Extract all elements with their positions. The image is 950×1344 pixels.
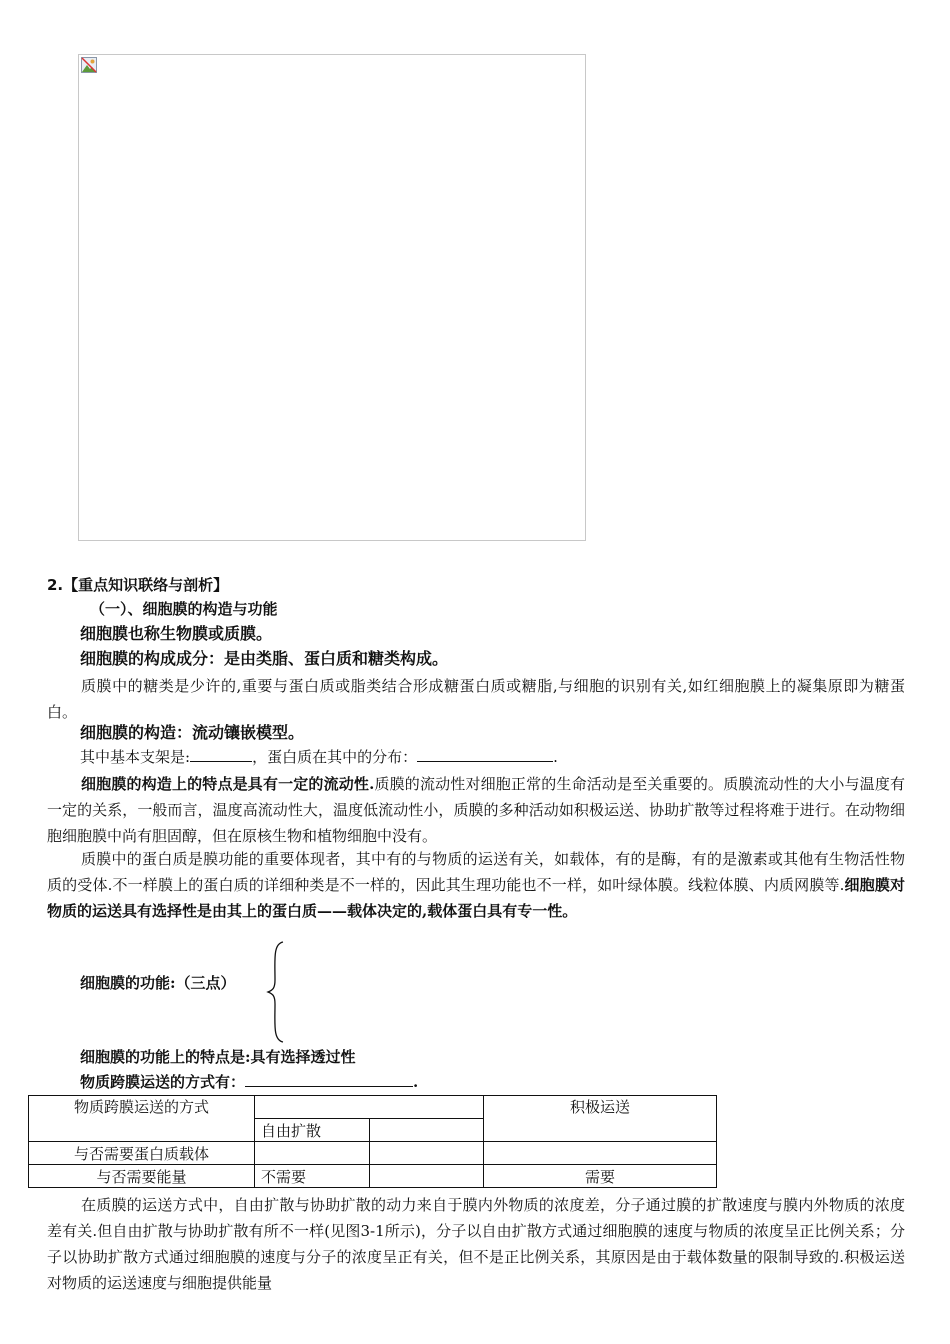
- fluidity-text: 质膜的流动性对细胞正常的生命活动是至关重要的。质膜流动性的大小与温度有一定的关系，一般而言，温度高流动性大，温度低流动性小，质膜的多种活动如积极运送、协助扩散等过程将难于进行。在动物细胞细胞膜中尚有胆固醇，但在原核生物和植物细胞中没有。: [47, 775, 905, 845]
- table-cell: [484, 1142, 717, 1165]
- broken-image-icon: [81, 57, 97, 73]
- protein-bold: 细胞膜对物质的运送具有选择性是由其上的蛋白质——载体决定的,载体蛋白具有专一性。: [47, 876, 905, 920]
- table-cell: 自由扩散: [255, 1119, 370, 1142]
- transport-fill-line: [80, 1071, 418, 1093]
- section-number: 2.【重点知识联络与剖析】: [47, 576, 229, 594]
- membrane-structure-line: 细胞膜的构造：流动镶嵌模型。: [80, 723, 305, 742]
- subsection-heading: （一）、细胞膜的构造与功能: [90, 600, 278, 618]
- transport-prefix: 物质跨膜运送的方式有：: [80, 1073, 246, 1091]
- table-cell: 积极运送: [484, 1096, 717, 1142]
- diffusion-text: 在质膜的运送方式中，自由扩散与协助扩散的动力来自于膜内外物质的浓度差，分子通过膜的扩散速度与膜内外物质的浓度差有关.但自由扩散与协助扩散有所不一样(见图3-1所示)，分子以自由扩散方式通过细胞膜的速度与物质的浓度呈正比例关系；分子以协助扩散方式通过细胞膜的速度与分子的浓度呈正有关，但不是正比例关系，其原因是由于载体数量的限制导致的.积极运送对物质的运送速度与细胞提供能量: [47, 1196, 905, 1292]
- table-cell: 与否需要蛋白质载体: [29, 1142, 255, 1165]
- table-cell: [370, 1142, 484, 1165]
- diffusion-paragraph: [47, 1192, 905, 1296]
- sugar-paragraph: [47, 673, 905, 725]
- skeleton-mid: ，蛋白质在其中的分布：: [252, 748, 418, 766]
- skeleton-end: .: [553, 748, 558, 766]
- fluidity-bold: 细胞膜的构造上的特点是具有一定的流动性.: [81, 775, 375, 793]
- function-label: 细胞膜的功能:（三点）: [80, 974, 236, 992]
- skeleton-fill-line: [80, 746, 558, 768]
- protein-paragraph: [47, 846, 905, 924]
- sugar-paragraph-text: 质膜中的糖类是少许的,重要与蛋白质或脂类结合形成糖蛋白质或糖脂,与细胞的识别有关,如红细胞膜上的凝集原即为糖蛋白。: [47, 677, 905, 721]
- section-heading: [47, 574, 228, 596]
- table-cell: [255, 1142, 370, 1165]
- table-cell: [255, 1096, 484, 1119]
- table-cell: 需要: [484, 1165, 717, 1188]
- table-row: [29, 1096, 717, 1119]
- protein-distribution-blank[interactable]: [417, 747, 553, 762]
- table-cell: 不需要: [255, 1165, 370, 1188]
- skeleton-prefix: 其中基本支架是:: [80, 748, 191, 766]
- skeleton-blank[interactable]: [190, 747, 252, 762]
- transport-end: .: [413, 1073, 419, 1091]
- membrane-alias-line: 细胞膜也称生物膜或质膜。: [80, 624, 273, 643]
- function-feature-line: 细胞膜的功能上的特点是:具有选择透过性: [80, 1048, 356, 1066]
- table-cell: [370, 1165, 484, 1188]
- transport-blank[interactable]: [245, 1072, 413, 1087]
- table-row: [29, 1142, 717, 1165]
- broken-image-placeholder: [78, 54, 586, 541]
- left-brace-icon: [265, 940, 289, 1044]
- table-row: [29, 1165, 717, 1188]
- membrane-composition-line: 细胞膜的构成成分：是由类脂、蛋白质和糖类构成。: [80, 649, 449, 668]
- table-cell: [370, 1119, 484, 1142]
- table-cell: 物质跨膜运送的方式: [29, 1096, 255, 1142]
- fluidity-paragraph: [47, 771, 905, 849]
- transport-table: [28, 1095, 717, 1188]
- protein-text: 质膜中的蛋白质是膜功能的重要体现者，其中有的与物质的运送有关，如载体，有的是酶，有的是激素或其他有生物活性物质的受体.不一样膜上的蛋白质的详细种类是不一样的，因此其生理功能也不一样，如叶绿体膜。线粒体膜、内质网膜等.: [47, 850, 905, 894]
- table-cell: 与否需要能量: [29, 1165, 255, 1188]
